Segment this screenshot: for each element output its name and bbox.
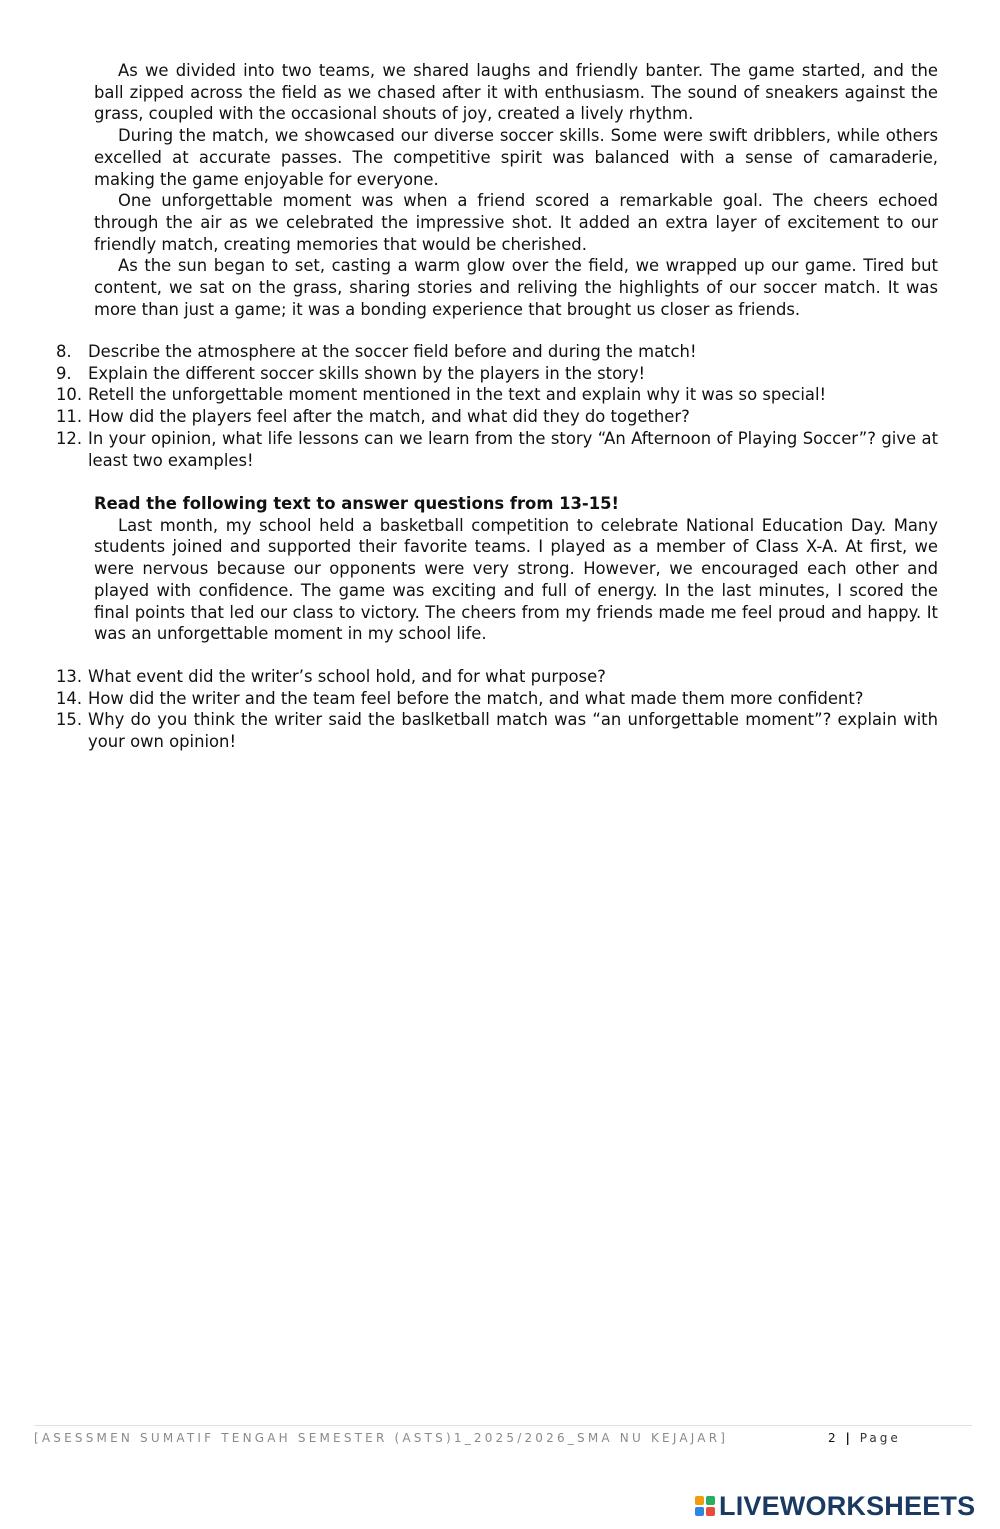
question-number: 14. [56,688,83,708]
question-text: How did the writer and the team feel before the match, and what made them more confident? [88,688,864,708]
logo-tile [695,1507,704,1516]
brand-name: LIVEWORKSHEETS [719,1490,976,1521]
question-number: 8. [56,342,72,361]
question-item [56,341,938,363]
question-item [56,406,938,428]
question-number: 13. [56,667,83,686]
story-paragraph: As the sun began to set, casting a warm glow over the field, we wrapped up our game. Tired but content, we sat on the grass, sharing stories and reliving the highlights of our soccer match. It was more than just a game; it was a bonding experience that brought us closer as friends. [94,256,938,319]
page-separator: | [845,1431,853,1445]
question-text: How did the players feel after the match, and what did they do together? [88,407,690,427]
question-item [56,384,938,406]
question-number: 10. [56,385,83,405]
question-list-13-15 [56,666,938,753]
story-text [94,60,938,320]
logo-tile [706,1496,715,1505]
logo-tile [706,1507,715,1516]
question-text: Describe the atmosphere at the soccer field before and during the match! [88,342,697,361]
question-text: In your opinion, what life lessons can we learn from the story “An Afternoon of Playing Soccer”? give at least two examples! [88,428,938,470]
logo-tile [695,1496,704,1505]
section-heading: Read the following text to answer questions from 13-15! [94,494,619,513]
question-item [56,428,938,471]
footer-label: [ASESSMEN SUMATIF TENGAH SEMESTER (ASTS)1_2025/2026_SMA NU KEJAJAR] [34,1431,729,1445]
page-footer [34,1431,914,1449]
story-paragraph: One unforgettable moment was when a friend scored a remarkable goal. The cheers echoed through the air as we celebrated the impressive shot. It added an extra layer of excitement to our friendly match, creating memories that would be cherished. [94,191,938,254]
page-number: 2 [828,1431,839,1445]
liveworksheets-mark-icon [695,1496,715,1516]
question-number: 11. [56,407,83,427]
story-paragraph: During the match, we showcased our diverse soccer skills. Some were swift dribblers, while others excelled at accurate passes. The competitive spirit was balanced with a sense of camaraderie, making the game enjoyable for everyone. [94,126,938,189]
question-number: 12. [56,428,83,448]
question-item [56,688,938,710]
reading-paragraph: Last month, my school held a basketball competition to celebrate National Education Day. Many students joined and supported their favorite teams. I played as a member of Class X-A. At first, we were nervous because our opponents were very strong. However, we encouraged each other and played with confidence. The game was exciting and full of energy. In the last minutes, I scored the final points that led our class to victory. The cheers from my friends made me feel proud and happy. It was an unforgettable moment in my school life. [94,515,938,644]
question-item [56,709,938,752]
question-text: Explain the different soccer skills shown by the players in the story! [88,363,646,383]
page-word: Page [859,1431,901,1445]
question-number: 9. [56,363,72,383]
liveworksheets-logo[interactable] [695,1490,975,1522]
reading-section-13-15 [94,493,938,645]
question-number: 15. [56,710,83,730]
question-text: Retell the unforgettable moment mentioned in the text and explain why it was so special! [88,385,827,405]
story-paragraph: As we divided into two teams, we shared laughs and friendly banter. The game started, and the ball zipped across the field as we chased after it with enthusiasm. The sound of sneakers against the grass, coupled with the occasional shouts of joy, created a lively rhythm. [94,61,938,124]
page-indicator [828,1431,901,1445]
question-list-8-12 [56,341,938,471]
footer-divider [34,1425,972,1426]
question-text: Why do you think the writer said the baslketball match was “an unforgettable moment”? explain with your own opinion! [88,710,938,752]
question-item [56,363,938,385]
question-item [56,666,938,688]
question-text: What event did the writer’s school hold, and for what purpose? [88,667,606,686]
